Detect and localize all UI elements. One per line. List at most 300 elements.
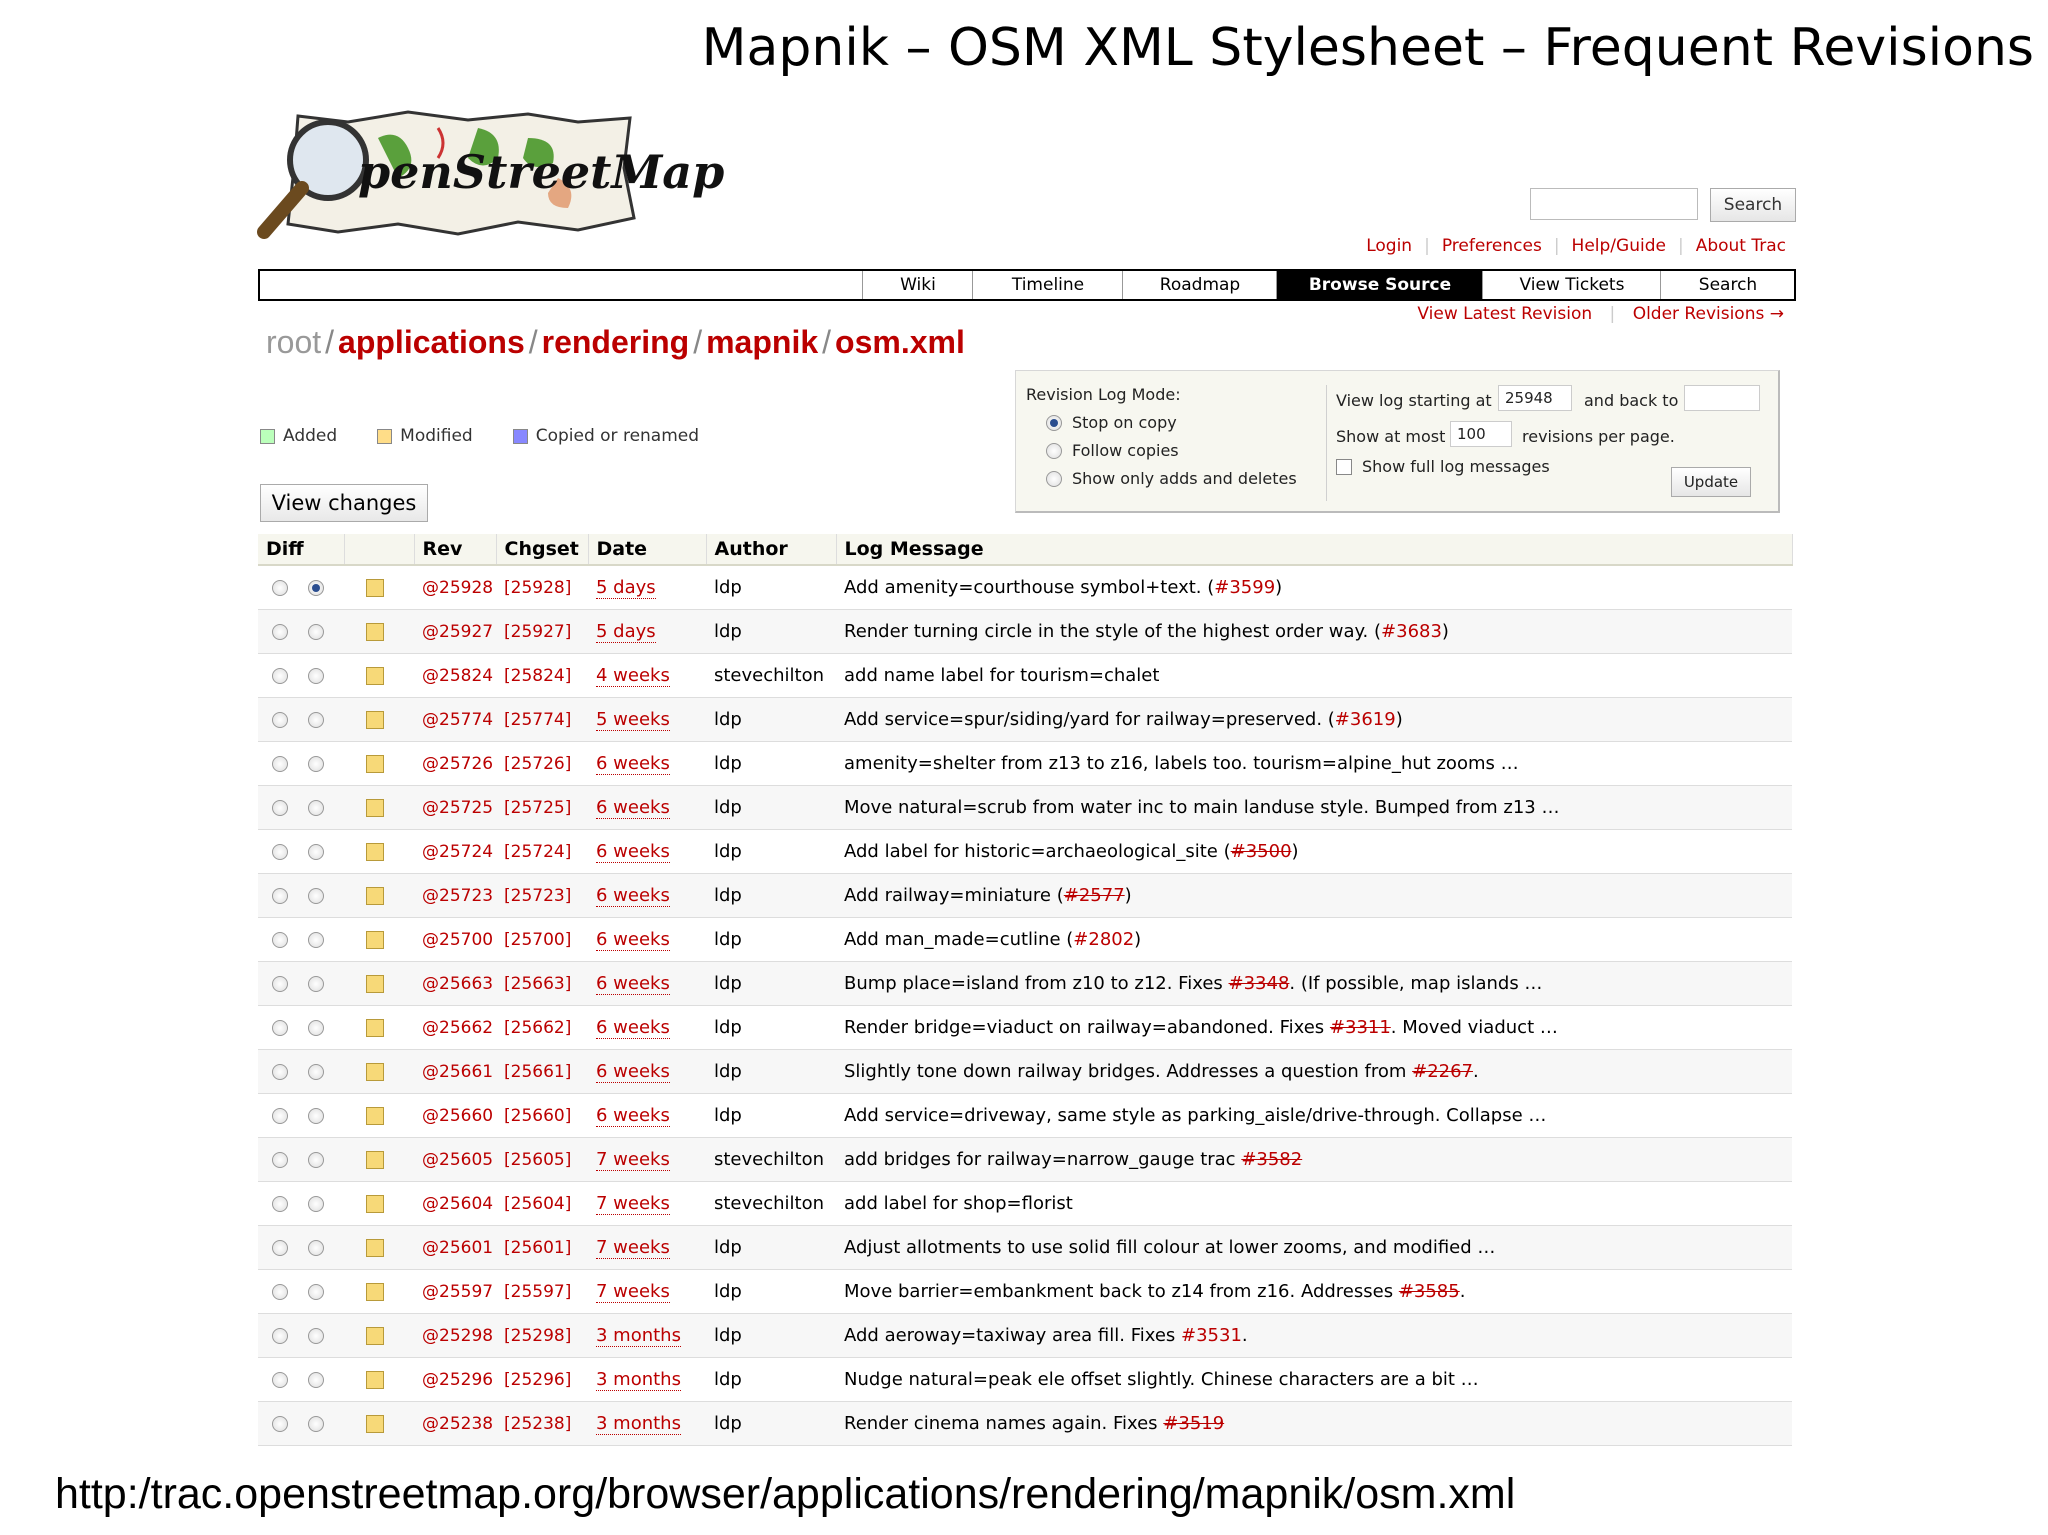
header-log-message: Log Message bbox=[836, 534, 1792, 565]
rev-link[interactable]: @25928 bbox=[422, 578, 494, 598]
log-message-text: add name label for tourism=chalet bbox=[844, 665, 1160, 686]
added-swatch bbox=[260, 429, 275, 444]
modified-icon bbox=[366, 1283, 384, 1301]
modified-icon bbox=[366, 1195, 384, 1213]
table-row bbox=[258, 1182, 1792, 1226]
separator: / bbox=[693, 324, 703, 360]
date-link[interactable]: 3 months bbox=[596, 1369, 681, 1390]
changeset-link[interactable]: [25605] bbox=[504, 1150, 572, 1170]
date-link[interactable]: 6 weeks bbox=[596, 929, 670, 950]
diff-cell bbox=[258, 962, 344, 1006]
diff-new-radio[interactable] bbox=[308, 932, 324, 948]
diff-old-radio[interactable] bbox=[272, 1240, 288, 1256]
option-stop-on-copy[interactable] bbox=[1046, 413, 1177, 432]
modified-icon bbox=[366, 887, 384, 905]
diff-old-radio[interactable] bbox=[272, 800, 288, 816]
rev-link[interactable]: @25726 bbox=[422, 754, 494, 774]
change-cell bbox=[344, 1138, 414, 1182]
log-message-cell bbox=[836, 962, 1792, 1006]
log-message-text: Move natural=scrub from water inc to main landuse style. Bumped from z13 … bbox=[844, 797, 1560, 818]
ticket-link[interactable]: #3683 bbox=[1381, 621, 1442, 642]
author-cell: stevechilton bbox=[706, 654, 836, 698]
log-message-text: Bump place=island from z10 to z12. Fixes bbox=[844, 973, 1229, 994]
revision-log-table bbox=[258, 534, 1793, 1446]
date-link[interactable]: 5 days bbox=[596, 621, 656, 642]
chgset-cell bbox=[496, 1358, 588, 1402]
date-cell bbox=[588, 918, 706, 962]
log-message-cell bbox=[836, 1182, 1792, 1226]
modified-icon bbox=[366, 711, 384, 729]
diff-new-radio[interactable] bbox=[308, 1108, 324, 1124]
slide-title: Mapnik – OSM XML Stylesheet – Frequent Revisions bbox=[701, 18, 2034, 78]
separator: / bbox=[325, 324, 335, 360]
table-row bbox=[258, 1006, 1792, 1050]
chgset-cell bbox=[496, 830, 588, 874]
chgset-cell bbox=[496, 1314, 588, 1358]
rev-link[interactable]: @25774 bbox=[422, 710, 494, 730]
change-cell bbox=[344, 698, 414, 742]
breadcrumb bbox=[266, 324, 965, 361]
diff-new-radio[interactable] bbox=[308, 1284, 324, 1300]
date-cell bbox=[588, 962, 706, 1006]
table-row bbox=[258, 830, 1792, 874]
date-cell bbox=[588, 830, 706, 874]
changeset-link[interactable]: [25601] bbox=[504, 1238, 572, 1258]
login-link[interactable]: Login bbox=[1366, 236, 1413, 256]
date-link[interactable]: 5 days bbox=[596, 577, 656, 598]
rev-cell bbox=[414, 1226, 496, 1270]
diff-old-radio[interactable] bbox=[272, 888, 288, 904]
chgset-cell bbox=[496, 654, 588, 698]
rev-cell bbox=[414, 1402, 496, 1446]
diff-new-radio[interactable] bbox=[308, 1372, 324, 1388]
date-link[interactable]: 7 weeks bbox=[596, 1281, 670, 1302]
diff-new-radio[interactable] bbox=[308, 624, 324, 640]
rev-link[interactable]: @25723 bbox=[422, 886, 494, 906]
author-cell: ldp bbox=[706, 610, 836, 654]
date-link[interactable]: 7 weeks bbox=[596, 1193, 670, 1214]
date-cell bbox=[588, 1006, 706, 1050]
copied-swatch bbox=[513, 429, 528, 444]
changeset-link[interactable]: [25928] bbox=[504, 578, 572, 598]
rev-link[interactable]: @25660 bbox=[422, 1106, 494, 1126]
rev-link[interactable]: @25238 bbox=[422, 1414, 494, 1434]
checkbox[interactable] bbox=[1336, 459, 1352, 475]
back-to-input[interactable] bbox=[1684, 385, 1760, 411]
rev-cell bbox=[414, 654, 496, 698]
change-cell bbox=[344, 1182, 414, 1226]
diff-new-radio[interactable] bbox=[308, 580, 324, 596]
diff-cell bbox=[258, 1094, 344, 1138]
log-message-cell bbox=[836, 1094, 1792, 1138]
changeset-link[interactable]: [25662] bbox=[504, 1018, 572, 1038]
date-cell bbox=[588, 1270, 706, 1314]
rev-cell bbox=[414, 1270, 496, 1314]
legend-added bbox=[260, 426, 337, 446]
diff-new-radio[interactable] bbox=[308, 668, 324, 684]
rev-link[interactable]: @25296 bbox=[422, 1370, 494, 1390]
diff-cell bbox=[258, 698, 344, 742]
modified-icon bbox=[366, 843, 384, 861]
diff-cell bbox=[258, 565, 344, 610]
change-cell bbox=[344, 830, 414, 874]
separator: / bbox=[528, 324, 538, 360]
diff-old-radio[interactable] bbox=[272, 1416, 288, 1432]
diff-old-radio[interactable] bbox=[272, 932, 288, 948]
log-message-cell bbox=[836, 1226, 1792, 1270]
log-message-text: add bridges for railway=narrow_gauge trac bbox=[844, 1149, 1242, 1170]
rev-link[interactable]: @25927 bbox=[422, 622, 494, 642]
table-row bbox=[258, 1138, 1792, 1182]
chgset-cell bbox=[496, 786, 588, 830]
change-cell bbox=[344, 654, 414, 698]
diff-old-radio[interactable] bbox=[272, 712, 288, 728]
preferences-link[interactable]: Preferences bbox=[1441, 236, 1542, 256]
tab-wiki[interactable]: Wiki bbox=[862, 271, 973, 299]
date-cell bbox=[588, 1138, 706, 1182]
modified-icon bbox=[366, 799, 384, 817]
log-message-cell bbox=[836, 874, 1792, 918]
date-cell bbox=[588, 786, 706, 830]
date-link[interactable]: 6 weeks bbox=[596, 797, 670, 818]
tab-browse-source[interactable]: Browse Source bbox=[1276, 271, 1483, 299]
closed-ticket-link[interactable]: #3348 bbox=[1228, 973, 1290, 994]
rev-cell bbox=[414, 874, 496, 918]
log-message-text: Render turning circle in the style of the highest order way. ( bbox=[844, 621, 1382, 642]
diff-old-radio[interactable] bbox=[272, 844, 288, 860]
chgset-cell bbox=[496, 1050, 588, 1094]
log-message-text: Add service=driveway, same style as parking_aisle/drive-through. Collapse … bbox=[844, 1105, 1547, 1126]
header-date: Date bbox=[588, 534, 706, 565]
table-row bbox=[258, 1050, 1792, 1094]
rev-link[interactable]: @25601 bbox=[422, 1238, 494, 1258]
diff-new-radio[interactable] bbox=[308, 844, 324, 860]
closed-ticket-link[interactable]: #3311 bbox=[1329, 1017, 1391, 1038]
author-cell: ldp bbox=[706, 698, 836, 742]
separator: | bbox=[1677, 236, 1684, 256]
diff-new-radio[interactable] bbox=[308, 1196, 324, 1212]
changeset-link[interactable]: [25723] bbox=[504, 886, 572, 906]
date-link[interactable]: 7 weeks bbox=[596, 1237, 670, 1258]
changeset-link[interactable]: [25604] bbox=[504, 1194, 572, 1214]
openstreetmap-logo[interactable] bbox=[258, 108, 725, 244]
diff-old-radio[interactable] bbox=[272, 1284, 288, 1300]
header-diff: Diff bbox=[258, 534, 344, 565]
radio-icon[interactable] bbox=[1046, 471, 1062, 487]
view-latest-revision-link[interactable]: View Latest Revision bbox=[1417, 304, 1593, 324]
table-row bbox=[258, 1270, 1792, 1314]
log-message-tail: ) bbox=[1275, 577, 1283, 598]
closed-ticket-link[interactable]: #3582 bbox=[1241, 1149, 1303, 1170]
log-message-text: Add service=spur/siding/yard for railway=preserved. ( bbox=[844, 709, 1335, 730]
chgset-cell bbox=[496, 698, 588, 742]
ticket-link[interactable]: #3599 bbox=[1214, 577, 1276, 598]
changeset-link[interactable]: [25661] bbox=[504, 1062, 572, 1082]
author-cell: ldp bbox=[706, 830, 836, 874]
changeset-link[interactable]: [25597] bbox=[504, 1282, 572, 1302]
diff-cell bbox=[258, 1314, 344, 1358]
chgset-cell bbox=[496, 1226, 588, 1270]
changeset-link[interactable]: [25663] bbox=[504, 974, 572, 994]
separator: | bbox=[1553, 236, 1560, 256]
date-link[interactable]: 3 months bbox=[596, 1413, 681, 1434]
breadcrumb-osm-xml[interactable]: osm.xml bbox=[835, 324, 965, 360]
change-cell bbox=[344, 610, 414, 654]
author-cell: ldp bbox=[706, 874, 836, 918]
diff-cell bbox=[258, 1138, 344, 1182]
breadcrumb-root[interactable]: root bbox=[266, 324, 322, 360]
option-label: Show only adds and deletes bbox=[1072, 469, 1297, 488]
author-cell: ldp bbox=[706, 1402, 836, 1446]
diff-new-radio[interactable] bbox=[308, 976, 324, 992]
diff-cell bbox=[258, 830, 344, 874]
option-adds-deletes[interactable] bbox=[1046, 469, 1297, 488]
date-cell bbox=[588, 698, 706, 742]
table-row bbox=[258, 1226, 1792, 1270]
diff-new-radio[interactable] bbox=[308, 712, 324, 728]
diff-new-radio[interactable] bbox=[308, 888, 324, 904]
log-message-tail: . (If possible, map islands … bbox=[1289, 973, 1543, 994]
log-message-cell bbox=[836, 654, 1792, 698]
changeset-link[interactable]: [25725] bbox=[504, 798, 572, 818]
author-cell: stevechilton bbox=[706, 1182, 836, 1226]
about-trac-link[interactable]: About Trac bbox=[1695, 236, 1786, 256]
rev-link[interactable]: @25604 bbox=[422, 1194, 494, 1214]
diff-old-radio[interactable] bbox=[272, 1372, 288, 1388]
rev-link[interactable]: @25663 bbox=[422, 974, 494, 994]
changeset-link[interactable]: [25296] bbox=[504, 1370, 572, 1390]
modified-icon bbox=[366, 1151, 384, 1169]
date-cell bbox=[588, 654, 706, 698]
change-cell bbox=[344, 918, 414, 962]
view-from-label: View log starting at bbox=[1336, 391, 1492, 410]
breadcrumb-rendering[interactable]: rendering bbox=[541, 324, 690, 360]
date-link[interactable]: 7 weeks bbox=[596, 1149, 670, 1170]
date-link[interactable]: 6 weeks bbox=[596, 973, 670, 994]
date-link[interactable]: 6 weeks bbox=[596, 753, 670, 774]
closed-ticket-link[interactable]: #3585 bbox=[1398, 1281, 1460, 1302]
log-message-tail: ) bbox=[1124, 885, 1132, 906]
log-message-text: Nudge natural=peak ele offset slightly. Chinese characters are a bit … bbox=[844, 1369, 1479, 1390]
changeset-link[interactable]: [25660] bbox=[504, 1106, 572, 1126]
back-to-label: and back to bbox=[1584, 391, 1679, 410]
log-message-tail: ) bbox=[1134, 929, 1142, 950]
date-link[interactable]: 6 weeks bbox=[596, 1105, 670, 1126]
changeset-link[interactable]: [25726] bbox=[504, 754, 572, 774]
radio-icon[interactable] bbox=[1046, 443, 1062, 459]
date-cell bbox=[588, 1358, 706, 1402]
diff-old-radio[interactable] bbox=[272, 976, 288, 992]
main-nav bbox=[258, 269, 1796, 301]
changeset-link[interactable]: [25927] bbox=[504, 622, 572, 642]
ticket-link[interactable]: #2802 bbox=[1073, 929, 1135, 950]
changeset-link[interactable]: [25700] bbox=[504, 930, 572, 950]
rev-link[interactable]: @25700 bbox=[422, 930, 494, 950]
table-row bbox=[258, 1094, 1792, 1138]
tab-search[interactable]: Search bbox=[1660, 271, 1795, 299]
chgset-cell bbox=[496, 610, 588, 654]
table-row bbox=[258, 610, 1792, 654]
search-button[interactable]: Search bbox=[1710, 188, 1796, 222]
diff-old-radio[interactable] bbox=[272, 624, 288, 640]
meta-nav bbox=[1366, 236, 1786, 256]
date-cell bbox=[588, 1314, 706, 1358]
full-log-label: Show full log messages bbox=[1362, 457, 1550, 476]
help-guide-link[interactable]: Help/Guide bbox=[1571, 236, 1666, 256]
rev-link[interactable]: @25661 bbox=[422, 1062, 494, 1082]
modified-icon bbox=[366, 579, 384, 597]
rev-link[interactable]: @25725 bbox=[422, 798, 494, 818]
log-message-cell bbox=[836, 786, 1792, 830]
changeset-link[interactable]: [25774] bbox=[504, 710, 572, 730]
date-link[interactable]: 5 weeks bbox=[596, 709, 670, 730]
table-row bbox=[258, 654, 1792, 698]
changeset-link[interactable]: [25298] bbox=[504, 1326, 572, 1346]
closed-ticket-link[interactable]: #2577 bbox=[1063, 885, 1125, 906]
rev-link[interactable]: @25662 bbox=[422, 1018, 494, 1038]
breadcrumb-applications[interactable]: applications bbox=[338, 324, 525, 360]
closed-ticket-link[interactable]: #2267 bbox=[1412, 1061, 1473, 1082]
date-link[interactable]: 4 weeks bbox=[596, 665, 670, 686]
diff-old-radio[interactable] bbox=[272, 1020, 288, 1036]
rev-cell bbox=[414, 1358, 496, 1402]
diff-cell bbox=[258, 1006, 344, 1050]
diff-new-radio[interactable] bbox=[308, 1240, 324, 1256]
changeset-link[interactable]: [25824] bbox=[504, 666, 572, 686]
breadcrumb-mapnik[interactable]: mapnik bbox=[706, 324, 819, 360]
log-message-tail: . bbox=[1459, 1281, 1466, 1302]
diff-old-radio[interactable] bbox=[272, 756, 288, 772]
log-message-cell bbox=[836, 830, 1792, 874]
change-cell bbox=[344, 1006, 414, 1050]
log-message-text: Add amenity=courthouse symbol+text. ( bbox=[844, 577, 1215, 598]
log-message-tail: ) bbox=[1291, 841, 1299, 862]
date-cell bbox=[588, 1094, 706, 1138]
change-cell bbox=[344, 962, 414, 1006]
chgset-cell bbox=[496, 1094, 588, 1138]
log-message-text: Add railway=miniature ( bbox=[844, 885, 1064, 906]
date-link[interactable]: 3 months bbox=[596, 1325, 681, 1346]
diff-old-radio[interactable] bbox=[272, 1108, 288, 1124]
older-revisions-link[interactable]: Older Revisions → bbox=[1632, 304, 1784, 324]
date-cell bbox=[588, 610, 706, 654]
diff-new-radio[interactable] bbox=[308, 756, 324, 772]
log-message-cell bbox=[836, 1050, 1792, 1094]
option-follow-copies[interactable] bbox=[1046, 441, 1179, 460]
author-cell: ldp bbox=[706, 918, 836, 962]
diff-new-radio[interactable] bbox=[308, 1064, 324, 1080]
diff-new-radio[interactable] bbox=[308, 1416, 324, 1432]
diff-old-radio[interactable] bbox=[272, 668, 288, 684]
view-changes-button[interactable]: View changes bbox=[260, 484, 428, 522]
separator: / bbox=[822, 324, 832, 360]
modified-icon bbox=[366, 1371, 384, 1389]
author-cell: ldp bbox=[706, 1006, 836, 1050]
full-log-option[interactable] bbox=[1336, 457, 1550, 476]
log-message-text: Add label for historic=archaeological_site ( bbox=[844, 841, 1231, 862]
log-message-tail: . bbox=[1473, 1061, 1479, 1082]
date-cell bbox=[588, 1050, 706, 1094]
closed-ticket-link[interactable]: #3519 bbox=[1163, 1413, 1225, 1434]
change-cell bbox=[344, 1094, 414, 1138]
rev-link[interactable]: @25298 bbox=[422, 1326, 494, 1346]
tab-timeline[interactable]: Timeline bbox=[972, 271, 1123, 299]
legend-modified-label: Modified bbox=[400, 426, 473, 446]
diff-new-radio[interactable] bbox=[308, 800, 324, 816]
author-cell: stevechilton bbox=[706, 1138, 836, 1182]
date-link[interactable]: 6 weeks bbox=[596, 885, 670, 906]
diff-old-radio[interactable] bbox=[272, 580, 288, 596]
revision-log-mode-panel bbox=[1015, 370, 1780, 513]
date-link[interactable]: 6 weeks bbox=[596, 1061, 670, 1082]
option-label: Follow copies bbox=[1072, 441, 1179, 460]
diff-old-radio[interactable] bbox=[272, 1328, 288, 1344]
modified-icon bbox=[366, 1063, 384, 1081]
diff-old-radio[interactable] bbox=[272, 1152, 288, 1168]
rev-link[interactable]: @25724 bbox=[422, 842, 494, 862]
modified-icon bbox=[366, 1327, 384, 1345]
update-button[interactable]: Update bbox=[1671, 467, 1751, 497]
date-cell bbox=[588, 1402, 706, 1446]
chgset-cell bbox=[496, 874, 588, 918]
date-link[interactable]: 6 weeks bbox=[596, 841, 670, 862]
rev-link[interactable]: @25824 bbox=[422, 666, 494, 686]
per-page-label: revisions per page. bbox=[1522, 427, 1675, 446]
author-cell: ldp bbox=[706, 1094, 836, 1138]
table-row bbox=[258, 786, 1792, 830]
diff-new-radio[interactable] bbox=[308, 1020, 324, 1036]
diff-old-radio[interactable] bbox=[272, 1196, 288, 1212]
tab-roadmap[interactable]: Roadmap bbox=[1122, 271, 1277, 299]
date-link[interactable]: 6 weeks bbox=[596, 1017, 670, 1038]
author-cell: ldp bbox=[706, 1050, 836, 1094]
chgset-cell bbox=[496, 918, 588, 962]
author-cell: ldp bbox=[706, 1358, 836, 1402]
view-from-input[interactable]: 25948 bbox=[1498, 385, 1572, 411]
rev-link[interactable]: @25605 bbox=[422, 1150, 494, 1170]
diff-cell bbox=[258, 1182, 344, 1226]
divider bbox=[1326, 385, 1327, 501]
rev-cell bbox=[414, 1314, 496, 1358]
tab-view-tickets[interactable]: View Tickets bbox=[1482, 271, 1661, 299]
search-input[interactable] bbox=[1530, 188, 1698, 220]
limit-input[interactable]: 100 bbox=[1450, 421, 1512, 447]
diff-new-radio[interactable] bbox=[308, 1152, 324, 1168]
diff-old-radio[interactable] bbox=[272, 1064, 288, 1080]
change-cell bbox=[344, 1402, 414, 1446]
table-row bbox=[258, 1358, 1792, 1402]
changeset-link[interactable]: [25724] bbox=[504, 842, 572, 862]
change-cell bbox=[344, 1050, 414, 1094]
radio-icon[interactable] bbox=[1046, 415, 1062, 431]
closed-ticket-link[interactable]: #3500 bbox=[1230, 841, 1292, 862]
diff-cell bbox=[258, 1050, 344, 1094]
rev-cell bbox=[414, 786, 496, 830]
change-cell bbox=[344, 874, 414, 918]
diff-new-radio[interactable] bbox=[308, 1328, 324, 1344]
diff-cell bbox=[258, 874, 344, 918]
ticket-link[interactable]: #3531 bbox=[1181, 1325, 1242, 1346]
change-cell bbox=[344, 1270, 414, 1314]
rev-cell bbox=[414, 565, 496, 610]
header-chgset: Chgset bbox=[496, 534, 588, 565]
log-message-cell bbox=[836, 610, 1792, 654]
slide-url: http:/trac.openstreetmap.org/browser/applications/rendering/mapnik/osm.xml bbox=[55, 1470, 1516, 1518]
changeset-link[interactable]: [25238] bbox=[504, 1414, 572, 1434]
rev-link[interactable]: @25597 bbox=[422, 1282, 494, 1302]
log-message-text: Add man_made=cutline ( bbox=[844, 929, 1074, 950]
ticket-link[interactable]: #3619 bbox=[1334, 709, 1396, 730]
